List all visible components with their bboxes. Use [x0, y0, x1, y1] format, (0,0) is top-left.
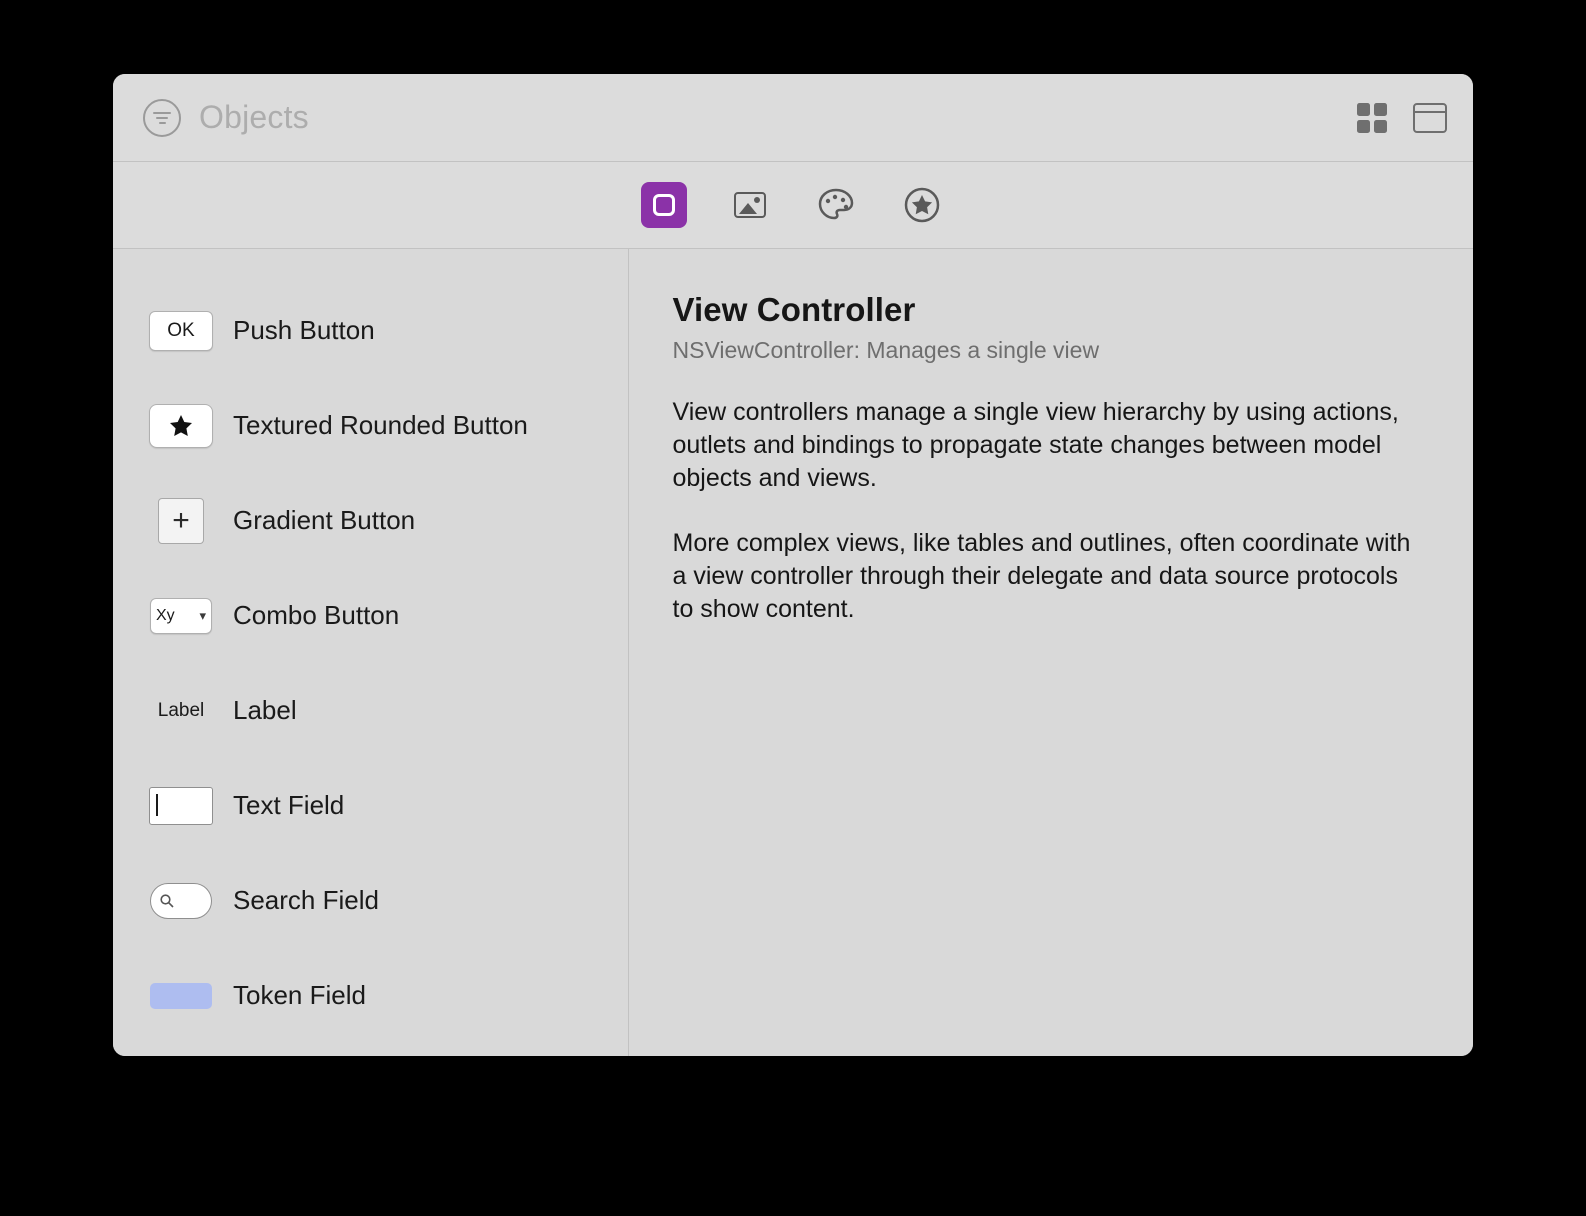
detail-subtitle: NSViewController: Manages a single view — [672, 337, 1100, 363]
list-item-label: Gradient Button — [233, 505, 416, 535]
page-title: Objects — [199, 99, 309, 135]
rounded-square-icon — [653, 194, 675, 216]
panel-titlebar — [113, 74, 1473, 162]
search-icon — [159, 893, 175, 909]
list-item[interactable] — [113, 758, 628, 853]
titlebar-left-group — [143, 99, 309, 137]
push-button-preview: OK — [149, 311, 213, 351]
list-item-label: Textured Rounded Button — [233, 410, 528, 440]
list-item[interactable] — [113, 473, 628, 568]
panel-body — [113, 249, 1473, 1056]
list-item[interactable] — [113, 568, 628, 663]
list-item[interactable] — [113, 948, 628, 1043]
list-item-label: Search Field — [233, 885, 379, 915]
grid-view-icon[interactable] — [1357, 103, 1387, 133]
tab-color-library[interactable] — [813, 182, 859, 228]
titlebar-right-group — [1357, 103, 1447, 133]
chevron-down-icon: ▾ — [199, 607, 206, 623]
token-field-thumb — [149, 983, 213, 1009]
list-item[interactable] — [113, 283, 628, 378]
list-item-label: Combo Button — [233, 600, 400, 630]
detail-pane — [629, 249, 1474, 1056]
label-preview: Label — [157, 699, 205, 721]
list-item-label: Push Button — [233, 315, 375, 345]
tab-objects-library[interactable] — [641, 182, 687, 228]
image-icon — [734, 192, 766, 218]
combo-button-thumb — [149, 598, 213, 634]
list-item-label: Token Field — [233, 980, 366, 1010]
detail-paragraph-1: View controllers manage a single view hierarchy by using actions, outlets and bindings to propagate state changes between model objects and views. — [672, 398, 1399, 492]
list-item-label: Text Field — [233, 790, 345, 820]
token-field-preview — [150, 983, 212, 1009]
list-view-icon[interactable] — [1413, 103, 1447, 133]
text-field-thumb — [149, 787, 213, 825]
plus-button-thumb — [149, 498, 213, 544]
ok-button-thumb — [149, 311, 213, 351]
label-thumb — [149, 700, 213, 722]
objects-library-panel — [113, 74, 1473, 1056]
tab-media-library[interactable] — [727, 182, 773, 228]
star-button-thumb — [149, 404, 213, 448]
text-field-preview — [149, 787, 213, 825]
list-item[interactable] — [113, 853, 628, 948]
list-item-label: Label — [233, 695, 297, 725]
tab-symbols-library[interactable] — [899, 182, 945, 228]
list-item[interactable] — [113, 663, 628, 758]
objects-list[interactable] — [113, 249, 629, 1056]
detail-paragraph-2: More complex views, like tables and outlines, often coordinate with a view controller through their delegate and data source protocols to show content. — [672, 529, 1411, 623]
combo-button-text: Xy — [156, 606, 175, 624]
combo-button-preview — [150, 598, 212, 634]
library-category-toolbar — [113, 162, 1473, 249]
textured-button-preview — [149, 404, 213, 448]
star-icon — [168, 413, 194, 439]
search-field-thumb — [149, 883, 213, 919]
list-item[interactable] — [113, 378, 628, 473]
palette-icon — [817, 188, 855, 222]
filter-icon[interactable] — [143, 99, 181, 137]
search-field-preview — [150, 883, 212, 919]
detail-title: View Controller — [672, 291, 916, 328]
gradient-button-preview: + — [158, 498, 204, 544]
star-circle-icon — [903, 186, 941, 224]
